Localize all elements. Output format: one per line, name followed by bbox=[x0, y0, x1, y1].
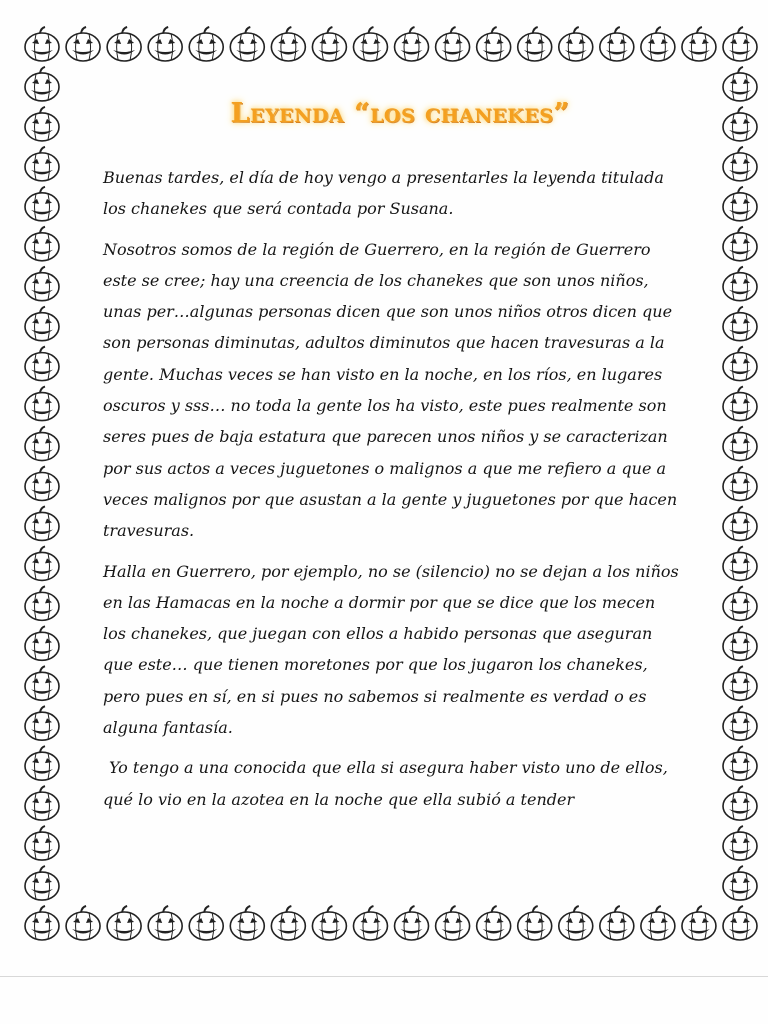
jack-o-lantern-icon bbox=[723, 107, 757, 141]
jack-o-lantern-icon bbox=[271, 906, 305, 940]
jack-o-lantern-icon bbox=[230, 906, 264, 940]
jack-o-lantern-icon bbox=[25, 786, 59, 820]
jack-o-lantern-icon bbox=[25, 586, 59, 620]
jack-o-lantern-icon bbox=[723, 786, 757, 820]
jack-o-lantern-icon bbox=[723, 626, 757, 660]
jack-o-lantern-icon bbox=[723, 467, 757, 501]
page-edge-line bbox=[0, 976, 768, 977]
jack-o-lantern-icon bbox=[723, 746, 757, 780]
jack-o-lantern-icon bbox=[723, 347, 757, 381]
jack-o-lantern-icon bbox=[25, 227, 59, 261]
paragraph-intro: Buenas tardes, el día de hoy vengo a presentarles la leyenda titulada los chanekes que será contada por Susana. bbox=[103, 168, 664, 219]
jack-o-lantern-icon bbox=[189, 27, 223, 61]
jack-o-lantern-icon bbox=[25, 347, 59, 381]
paragraph-region: Nosotros somos de la región de Guerrero, en la región de Guerrero este se cree; hay una creencia de los chanekes que son unos niños, unas per…algunas personas dicen que son unos niños otros dicen que son personas diminutas, adultos diminutos que hacen travesuras a la gente. Muchas veces se han visto en la noche, en los ríos, en lugares oscuros y sss… no toda la gente los ha visto, este pues realmente son seres pues de baja estatura que parecen unos niños y se caracterizan por sus actos a veces juguetones o malignos a que me refiero a que a veces malignos por que asustan a la gente y juguetones por que hacen travesuras. bbox=[103, 239, 678, 541]
jack-o-lantern-icon bbox=[25, 546, 59, 580]
jack-o-lantern-icon bbox=[353, 27, 387, 61]
jack-o-lantern-icon bbox=[723, 706, 757, 740]
jack-o-lantern-icon bbox=[600, 27, 634, 61]
jack-o-lantern-icon bbox=[518, 906, 552, 940]
jack-o-lantern-icon bbox=[25, 666, 59, 700]
jack-o-lantern-icon bbox=[189, 906, 223, 940]
paragraph-hammocks: Halla en Guerrero, por ejemplo, no se (silencio) no se dejan a los niños en las Hamacas en la noche a dormir por que se dice que los mecen los chanekes, que juegan con ellos a habido personas que aseguran que este… que tienen moretones por que los jugaron los chanekes, pero pues en sí, en si pues no sabemos si realmente es verdad o es alguna fantasía. bbox=[103, 561, 679, 738]
jack-o-lantern-icon bbox=[66, 27, 100, 61]
jack-o-lantern-icon bbox=[66, 906, 100, 940]
jack-o-lantern-icon bbox=[436, 27, 470, 61]
paragraph-acquaintance: Yo tengo a una conocida que ella si asegura haber visto uno de ellos, qué lo vio en la azotea en la noche que ella subió a tender bbox=[103, 758, 668, 809]
jack-o-lantern-icon bbox=[723, 227, 757, 261]
jack-o-lantern-icon bbox=[107, 27, 141, 61]
jack-o-lantern-icon bbox=[436, 906, 470, 940]
jack-o-lantern-icon bbox=[723, 27, 757, 61]
jack-o-lantern-icon bbox=[25, 267, 59, 301]
jack-o-lantern-icon bbox=[230, 27, 264, 61]
jack-o-lantern-icon bbox=[559, 906, 593, 940]
jack-o-lantern-icon bbox=[723, 546, 757, 580]
jack-o-lantern-icon bbox=[25, 427, 59, 461]
jack-o-lantern-icon bbox=[25, 387, 59, 421]
jack-o-lantern-icon bbox=[682, 906, 716, 940]
jack-o-lantern-icon bbox=[25, 27, 59, 61]
jack-o-lantern-icon bbox=[25, 706, 59, 740]
jack-o-lantern-icon bbox=[25, 107, 59, 141]
jack-o-lantern-icon bbox=[723, 866, 757, 900]
jack-o-lantern-icon bbox=[25, 67, 59, 101]
jack-o-lantern-icon bbox=[559, 27, 593, 61]
jack-o-lantern-icon bbox=[723, 506, 757, 540]
jack-o-lantern-icon bbox=[723, 267, 757, 301]
jack-o-lantern-icon bbox=[25, 467, 59, 501]
jack-o-lantern-icon bbox=[148, 906, 182, 940]
jack-o-lantern-icon bbox=[641, 27, 675, 61]
jack-o-lantern-icon bbox=[723, 147, 757, 181]
document-title: Leyenda “los chanekes” bbox=[230, 98, 570, 129]
jack-o-lantern-icon bbox=[312, 27, 346, 61]
jack-o-lantern-icon bbox=[641, 906, 675, 940]
jack-o-lantern-icon bbox=[25, 506, 59, 540]
jack-o-lantern-icon bbox=[312, 906, 346, 940]
jack-o-lantern-icon bbox=[723, 307, 757, 341]
jack-o-lantern-icon bbox=[518, 27, 552, 61]
jack-o-lantern-icon bbox=[25, 866, 59, 900]
jack-o-lantern-icon bbox=[600, 906, 634, 940]
jack-o-lantern-icon bbox=[682, 27, 716, 61]
jack-o-lantern-icon bbox=[271, 27, 305, 61]
jack-o-lantern-icon bbox=[353, 906, 387, 940]
jack-o-lantern-icon bbox=[723, 187, 757, 221]
jack-o-lantern-icon bbox=[25, 746, 59, 780]
jack-o-lantern-icon bbox=[25, 626, 59, 660]
jack-o-lantern-icon bbox=[148, 27, 182, 61]
jack-o-lantern-icon bbox=[395, 906, 429, 940]
jack-o-lantern-icon bbox=[723, 67, 757, 101]
jack-o-lantern-icon bbox=[723, 427, 757, 461]
jack-o-lantern-icon bbox=[723, 906, 757, 940]
jack-o-lantern-icon bbox=[477, 27, 511, 61]
jack-o-lantern-icon bbox=[723, 586, 757, 620]
jack-o-lantern-icon bbox=[25, 906, 59, 940]
jack-o-lantern-icon bbox=[107, 906, 141, 940]
jack-o-lantern-icon bbox=[723, 387, 757, 421]
jack-o-lantern-icon bbox=[25, 307, 59, 341]
jack-o-lantern-icon bbox=[25, 826, 59, 860]
jack-o-lantern-icon bbox=[723, 666, 757, 700]
jack-o-lantern-icon bbox=[395, 27, 429, 61]
document-body bbox=[103, 162, 683, 824]
jack-o-lantern-icon bbox=[25, 147, 59, 181]
jack-o-lantern-icon bbox=[25, 187, 59, 221]
jack-o-lantern-icon bbox=[723, 826, 757, 860]
jack-o-lantern-icon bbox=[477, 906, 511, 940]
